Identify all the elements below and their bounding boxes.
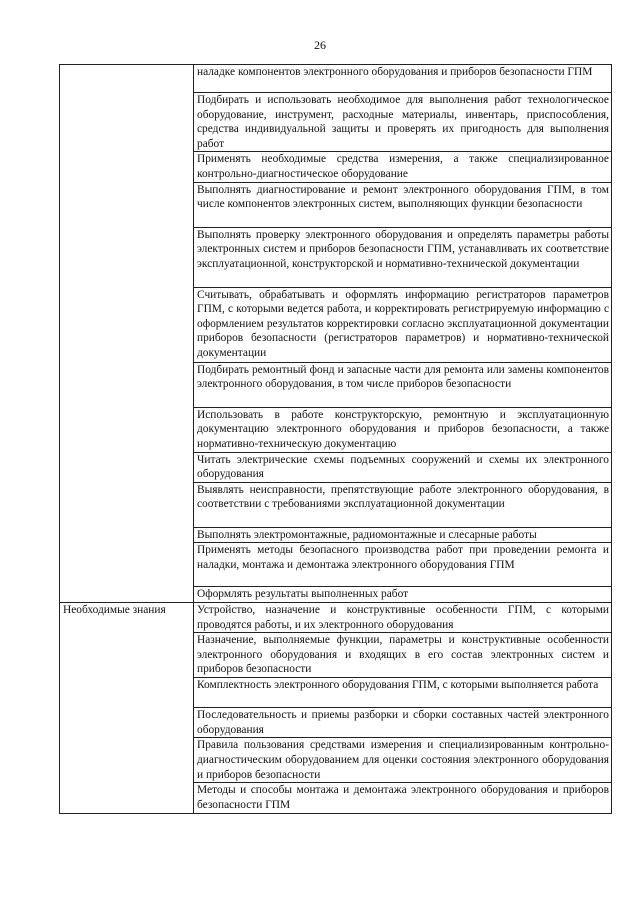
requirement-item-text: наладке компонентов электронного оборудования и приборов безопасности ГПМ: [197, 66, 593, 78]
table-row: [60, 602, 612, 632]
requirement-item-text: Применять методы безопасного производства работ при проведении ремонта и наладки, монтажа и демонтажа электронного оборудования ГПМ: [197, 544, 609, 571]
requirement-item-text: Выполнять диагностирование и ремонт электронного оборудования ГПМ, в том числе компонентов электронных систем, выполняющих функции безопасности: [197, 183, 609, 211]
requirement-item-text: Выполнять электромонтажные, радиомонтажные и слесарные работы: [197, 528, 537, 541]
requirement-item-text: Устройство, назначение и конструктивные особенности ГПМ, с которыми проводятся работы, и их электронного оборудования: [197, 603, 609, 631]
requirement-item-cell: [194, 362, 612, 407]
section-label-cell: [60, 65, 194, 603]
requirement-item-text: Правила пользования средствами измерения и специализированным контрольно-диагностическим оборудованием для оценки состояния электронного оборудования и приборов безопасности: [197, 739, 609, 781]
requirement-item-cell: [194, 407, 612, 452]
requirement-item-cell: [194, 602, 612, 632]
requirement-item-text: Подбирать и использовать необходимое для выполнения работ технологическое оборудование, инструмент, расходные материалы, инвентарь, приспособления, средства индивидуальной защиты и проверять их пригодность для выполнения работ: [197, 94, 609, 150]
requirement-item-cell: [194, 527, 612, 543]
requirement-item-cell: [194, 93, 612, 152]
section-label-cell: [60, 602, 194, 813]
page-number: 26: [314, 38, 326, 52]
requirement-item-text: Назначение, выполняемые функции, параметры и конструктивные особенности электронного оборудования и входящих в его состав электронных систем и приборов безопасности: [197, 634, 609, 676]
requirement-item-cell: [194, 783, 612, 813]
requirement-item-cell: [194, 227, 612, 287]
requirement-item-text: Подбирать ремонтный фонд и запасные части для ремонта или замены компонентов электронного оборудования, в том числе приборов безопасности: [197, 363, 609, 391]
section-label: Необходимые знания: [63, 603, 166, 616]
requirement-item-cell: [194, 482, 612, 527]
requirement-item-text: Выявлять неисправности, препятствующие работе электронного оборудования, в соответствии с требованиями эксплуатационной документации: [197, 483, 609, 511]
table-row: [60, 65, 612, 93]
requirement-item-text: Использовать в работе конструкторскую, ремонтную и эксплуатационную документацию электронного оборудования и приборов безопасности, а также нормативно-техническую документацию: [197, 408, 609, 450]
requirements-table: [59, 64, 612, 814]
requirement-item-text: Считывать, обрабатывать и оформлять информацию регистраторов параметров ГПМ, с которыми ведется работа, и корректировать регистрируемую информацию с оформлением результатов корректировки согласно эксплуатационной документации приборов безопасности (регистраторов параметров) и нормативно-технической документации: [197, 288, 609, 359]
requirement-item-text: Оформлять результаты выполненных работ: [197, 588, 409, 601]
requirement-item-cell: [194, 452, 612, 482]
requirements-table-body: [60, 65, 612, 814]
requirement-item-cell: [194, 287, 612, 362]
requirement-item-text: Читать электрические схемы подъемных сооружений и схемы их электронного оборудования: [197, 453, 609, 481]
requirement-item-cell: [194, 543, 612, 587]
requirement-item-cell: [194, 738, 612, 783]
requirement-item-text: Выполнять проверку электронного оборудования и определять параметры работы электронных систем и приборов безопасности ГПМ, устанавливать их соответствие эксплуатационной, конструкторской и нормативно-технической документации: [197, 228, 609, 270]
requirement-item-cell: [194, 633, 612, 678]
requirement-item-cell: [194, 152, 612, 182]
requirement-item-cell: [194, 182, 612, 227]
requirement-item-cell: [194, 65, 612, 93]
requirement-item-text: Последовательность и приемы разборки и сборки составных частей электронного оборудования: [197, 709, 609, 736]
requirement-item-text: Комплектность электронного оборудования ГПМ, с которыми выполняется работа: [197, 679, 599, 692]
requirement-item-cell: [194, 708, 612, 738]
requirement-item-text: Методы и способы монтажа и демонтажа электронного оборудования и приборов безопасности ГПМ: [197, 784, 609, 811]
requirement-item-text: Применять необходимые средства измерения, а также специализированное контрольно-диагностическое оборудование: [197, 153, 609, 180]
requirement-item-cell: [194, 587, 612, 603]
requirement-item-cell: [194, 678, 612, 708]
